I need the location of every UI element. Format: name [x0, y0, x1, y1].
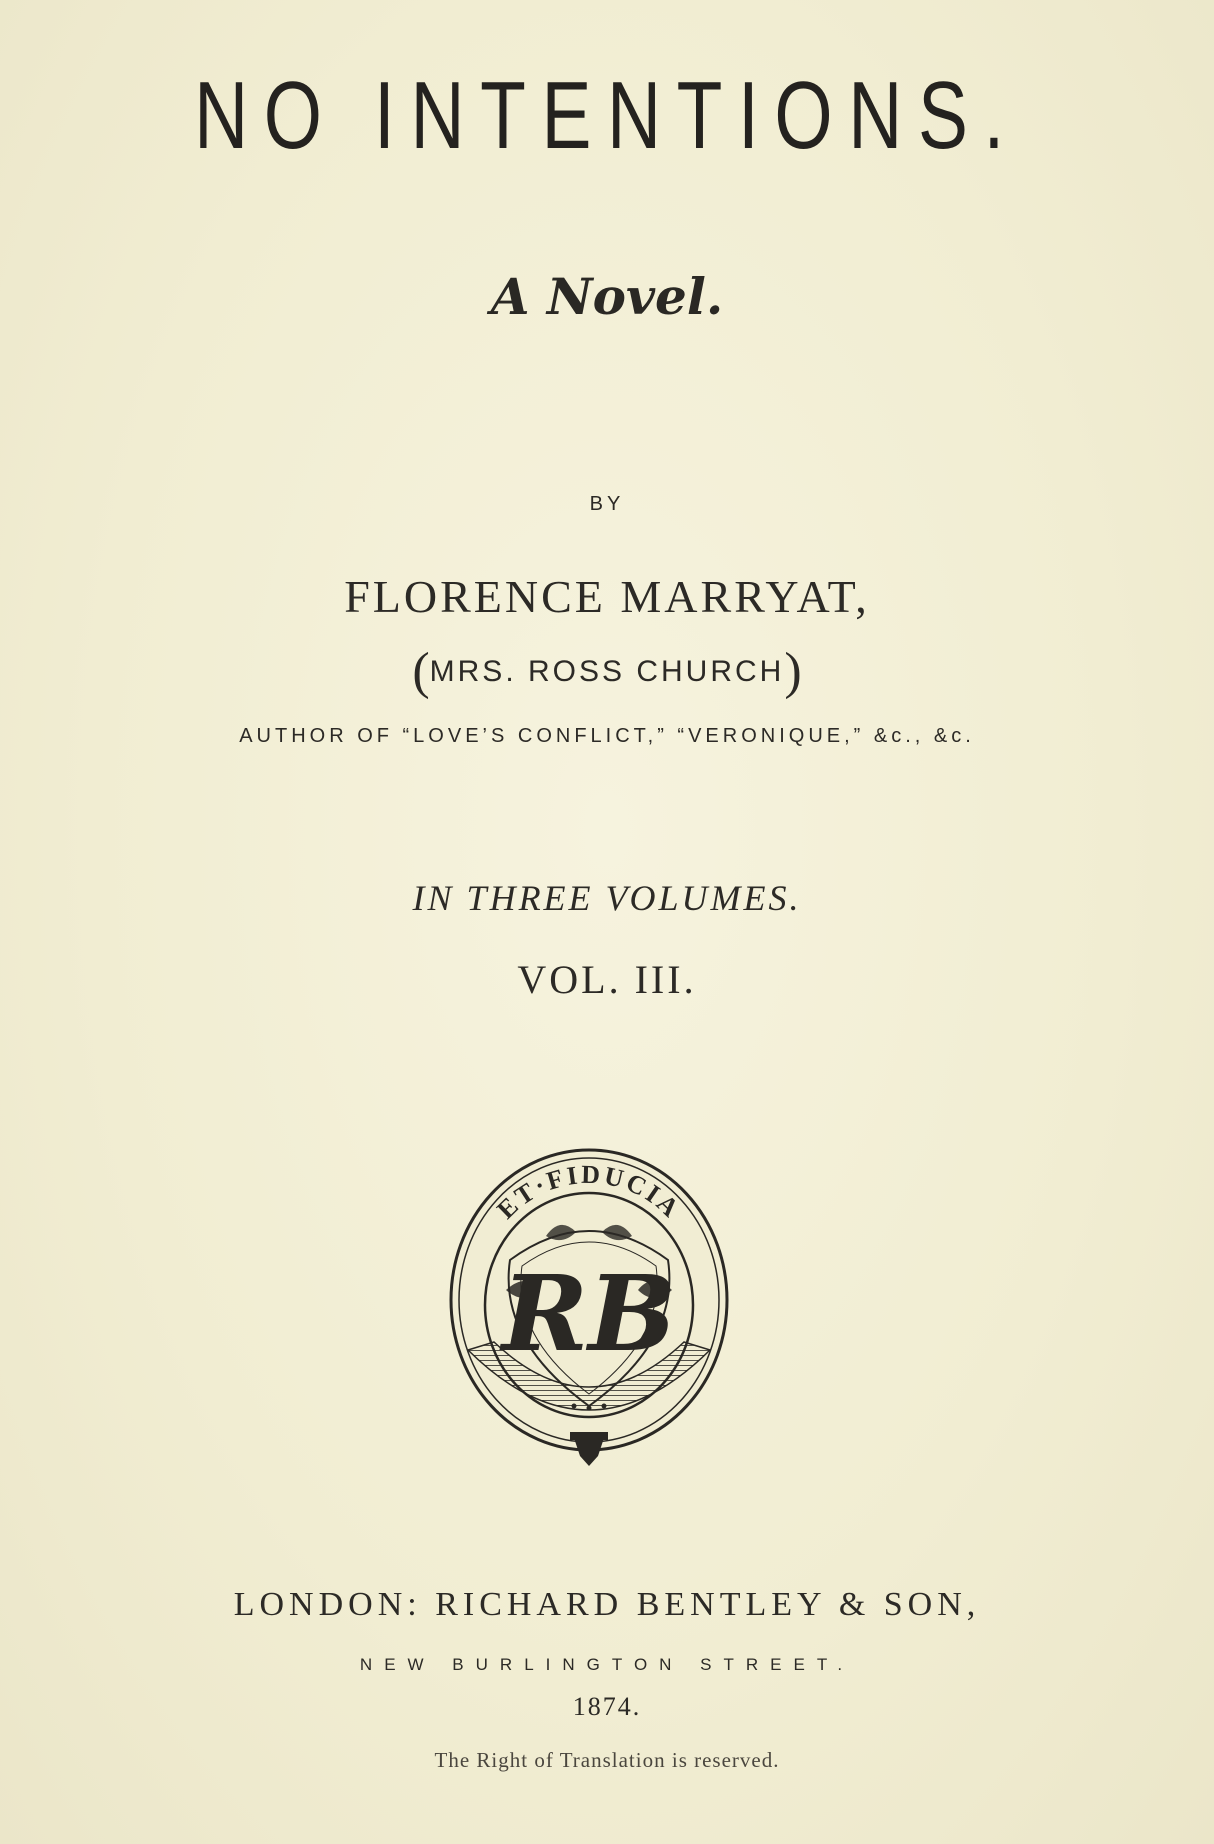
publisher-line: LONDON: RICHARD BENTLEY & SON,	[233, 1586, 981, 1623]
author-alias	[0, 643, 1214, 700]
author-name: FLORENCE MARRYAT,	[344, 571, 870, 622]
alias-open-paren: (	[412, 643, 430, 700]
rights-notice: The Right of Translation is reserved.	[434, 1748, 780, 1772]
emblem-motto: ET·FIDUCIA	[491, 1159, 687, 1225]
previous-works: AUTHOR OF “LOVE’S CONFLICT,” “VERONIQUE,” &c., &c.	[239, 725, 975, 747]
by-line: BY	[589, 493, 625, 515]
book-subtitle: A Novel.	[490, 267, 724, 326]
volume-number: VOL. III.	[517, 957, 697, 1002]
alias-close-paren: )	[784, 643, 802, 700]
alias-text: MRS. ROSS CHURCH	[429, 655, 785, 688]
volumes-note: IN THREE VOLUMES.	[412, 878, 802, 918]
emblem-monogram: RB	[501, 1252, 677, 1375]
publisher-address: NEW BURLINGTON STREET.	[359, 1655, 855, 1674]
publisher-emblem	[448, 1140, 730, 1470]
publication-year: 1874.	[572, 1692, 642, 1721]
book-title: NO INTENTIONS.	[194, 62, 1020, 169]
